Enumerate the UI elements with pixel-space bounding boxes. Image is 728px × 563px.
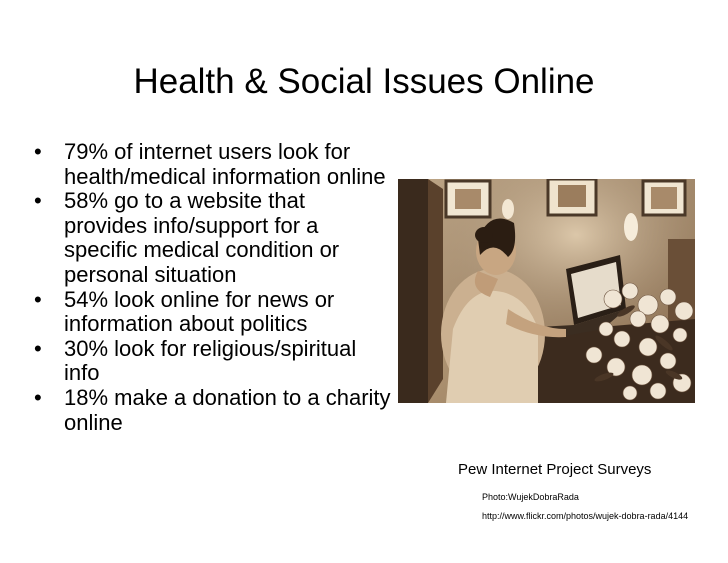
bullet-marker: • (34, 188, 42, 214)
bullet-marker: • (34, 286, 42, 312)
bullet-item (34, 386, 394, 435)
bullet-item (34, 140, 394, 189)
bullet-item (34, 189, 394, 287)
bullet-list (34, 140, 394, 435)
bullet-item (34, 337, 394, 386)
bullet-text: 30% look for religious/spiritual info (64, 335, 357, 386)
bullet-marker: • (34, 139, 42, 164)
bullet-marker: • (34, 384, 42, 410)
photo-illustration (398, 179, 695, 403)
woman-laptop-photo (398, 179, 695, 403)
bullet-text: 18% make a donation to a charity online (64, 384, 391, 435)
bullet-text: 58% go to a website that provides info/support for a specific medical condition or personal situation (64, 188, 340, 287)
bullet-item (34, 288, 394, 337)
photo-credit: Photo:WujekDobraRada (482, 492, 579, 502)
photo-caption: Pew Internet Project Surveys (458, 461, 652, 478)
photo-source-url: http://www.flickr.com/photos/wujek-dobra-rada/4144 (482, 511, 689, 521)
slide-title: Health & Social Issues Online (133, 62, 595, 101)
bullet-text: 79% of internet users look for health/medical information online (64, 139, 386, 189)
bullet-text: 54% look online for news or information about politics (64, 286, 335, 337)
bullet-marker: • (34, 335, 42, 361)
